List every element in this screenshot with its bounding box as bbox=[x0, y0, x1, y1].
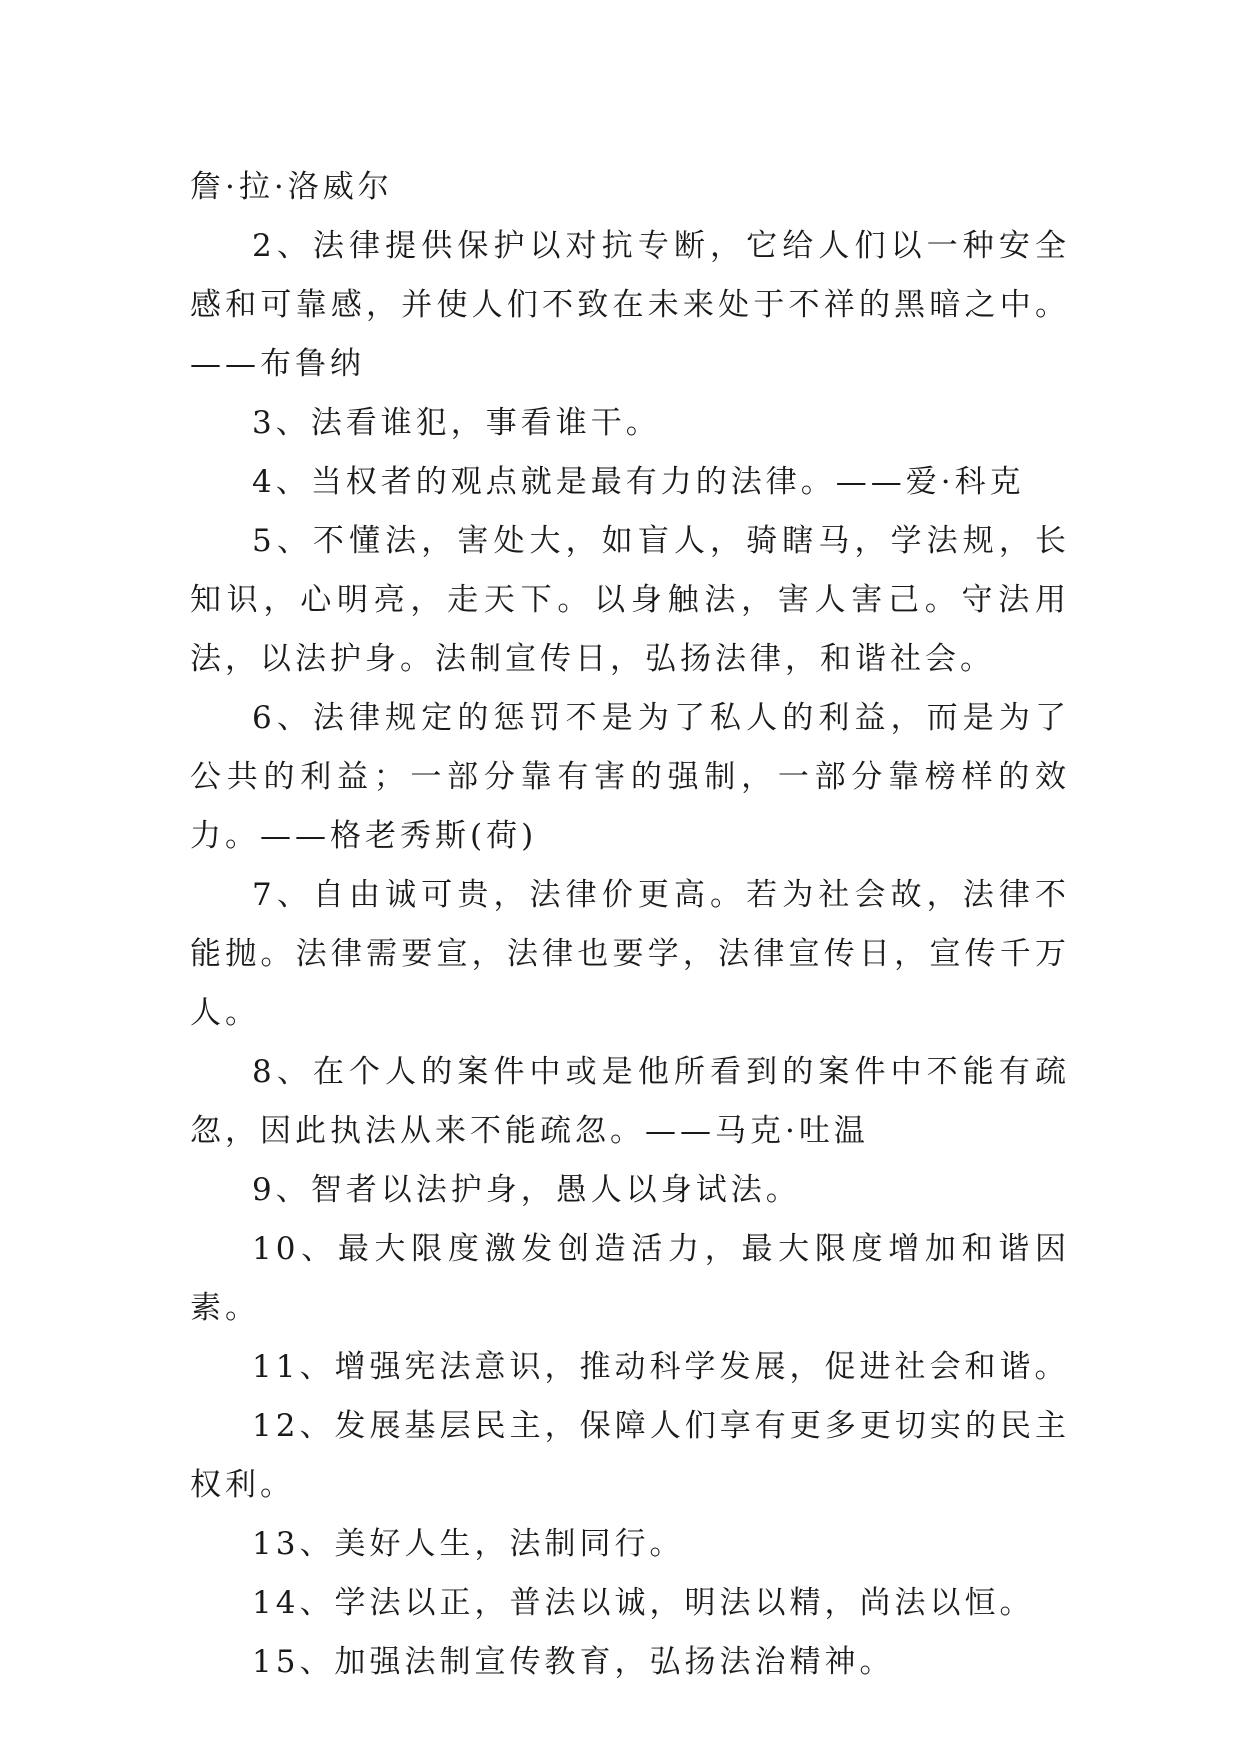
quote-paragraph-10: 10、最大限度激发创造活力，最大限度增加和谐因素。 bbox=[190, 1231, 1070, 1326]
document-body bbox=[190, 158, 1070, 1692]
quote-paragraph-14: 14、学法以正，普法以诚，明法以精，尚法以恒。 bbox=[252, 1585, 1035, 1621]
quote-paragraph-12: 12、发展基层民主，保障人们享有更多更切实的民主权利。 bbox=[190, 1408, 1070, 1503]
quote-paragraph-9: 9、智者以法护身，愚人以身试法。 bbox=[252, 1172, 801, 1208]
quote-paragraph-5: 5、不懂法，害处大，如盲人，骑瞎马，学法规，长知识，心明亮，走天下。以身触法，害人害己。守法用法，以法护身。法制宣传日，弘扬法律，和谐社会。 bbox=[190, 523, 1070, 677]
quote-paragraph-8: 8、在个人的案件中或是他所看到的案件中不能有疏忽，因此执法从来不能疏忽。——马克·吐温 bbox=[190, 1054, 1070, 1149]
quote-paragraph-2: 2、法律提供保护以对抗专断，它给人们以一种安全感和可靠感，并使人们不致在未来处于不祥的黑暗之中。——布鲁纳 bbox=[190, 228, 1070, 382]
quote-paragraph-13: 13、美好人生，法制同行。 bbox=[252, 1526, 685, 1562]
quote-paragraph-7: 7、自由诚可贵，法律价更高。若为社会故，法律不能抛。法律需要宣，法律也要学，法律宣传日，宣传千万人。 bbox=[190, 877, 1070, 1031]
quote-paragraph-11: 11、增强宪法意识，推动科学发展，促进社会和谐。 bbox=[252, 1349, 1070, 1385]
quote-paragraph-3: 3、法看谁犯，事看谁干。 bbox=[252, 405, 661, 441]
quote-paragraph-15: 15、加强法制宣传教育，弘扬法治精神。 bbox=[252, 1644, 895, 1680]
quote-paragraph-6: 6、法律规定的惩罚不是为了私人的利益，而是为了公共的利益；一部分靠有害的强制，一部分靠榜样的效力。——格老秀斯(荷) bbox=[190, 700, 1070, 854]
attribution-line: 詹·拉·洛威尔 bbox=[190, 169, 393, 205]
quote-paragraph-4: 4、当权者的观点就是最有力的法律。——爱·科克 bbox=[252, 464, 1025, 500]
